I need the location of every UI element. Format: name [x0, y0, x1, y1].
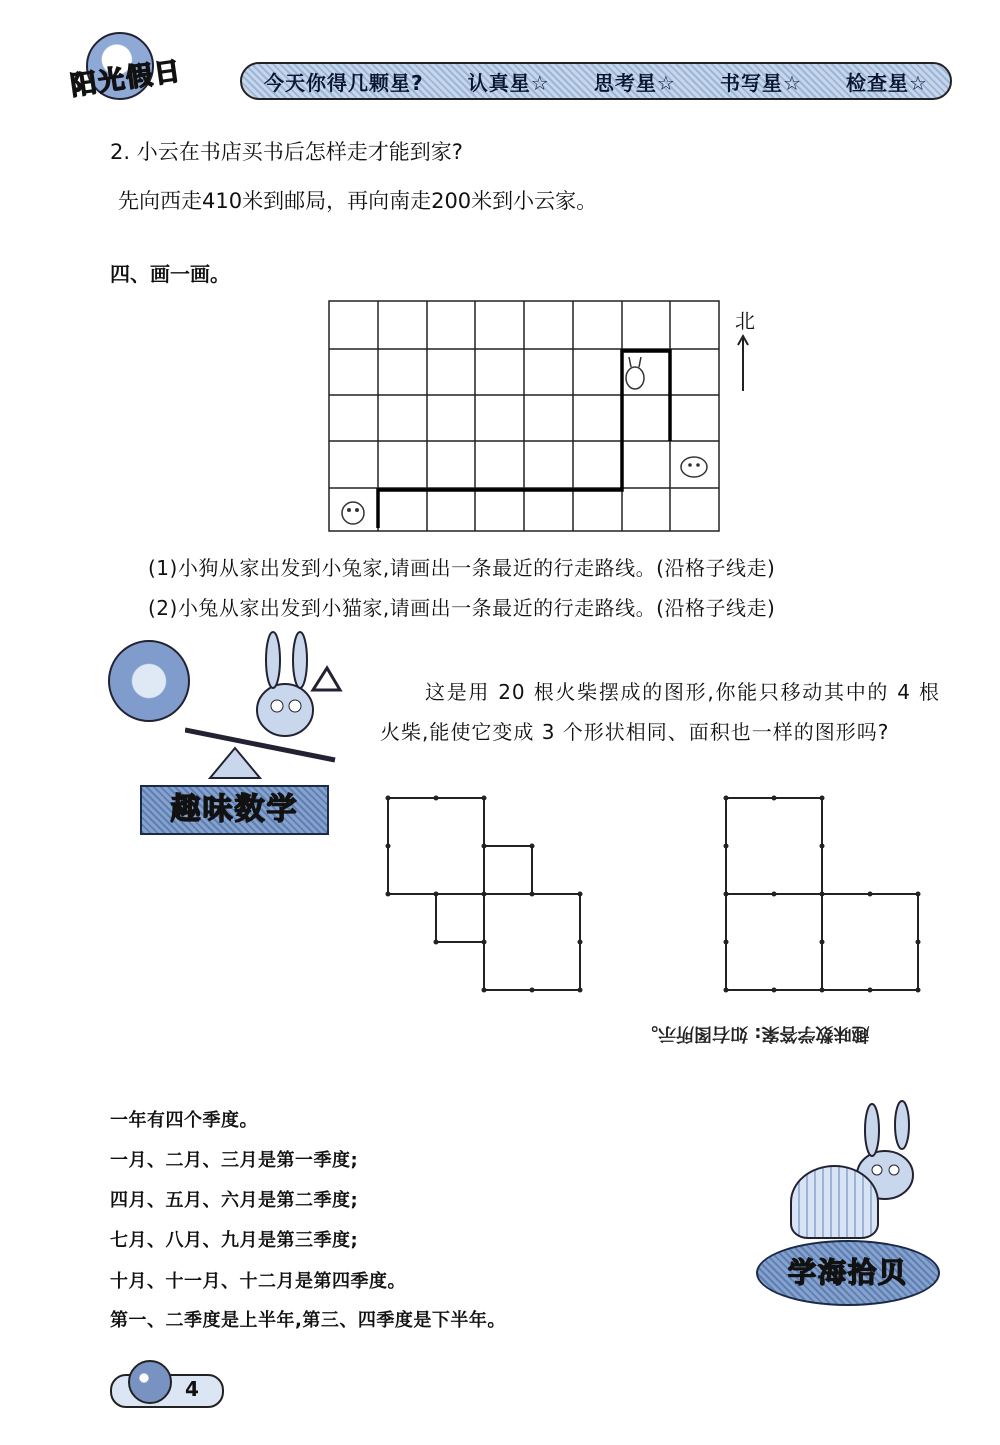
- route-grid: [328, 300, 728, 540]
- banner-star-writing: 书写星☆: [719, 70, 802, 95]
- grid-lines: [329, 301, 719, 531]
- task-dog-to-rabbit: (1)小狗从家出发到小兔家,请画出一条最近的行走路线。(沿格子线走): [148, 556, 776, 580]
- logo-title: 阳光假日: [68, 56, 184, 102]
- frog-icon: [128, 1360, 172, 1404]
- fact-line: 四月、五月、六月是第二季度;: [110, 1190, 359, 1211]
- rabbit-seesaw-icon: [185, 630, 345, 780]
- answer-2: 先向西走410米到邮局，再向南走200米到小云家。: [118, 189, 598, 213]
- fact-line: 十月、十一月、十二月是第四季度。: [110, 1271, 406, 1292]
- fun-math-badge-label: 趣味数学: [170, 792, 299, 827]
- shell-icon: [790, 1165, 879, 1239]
- sea-shells-badge-label: 学海拾贝: [787, 1256, 908, 1289]
- matchstick-figure-answer: [718, 790, 928, 1000]
- banner-star-thinking: 思考星☆: [593, 70, 676, 95]
- north-arrow-icon: [736, 333, 750, 393]
- sun-mascot-icon: [108, 640, 190, 722]
- fact-line: 七月、八月、九月是第三季度;: [110, 1230, 359, 1251]
- fun-math-answer-note: 趣味数学答案: 如右图所示。: [640, 1023, 870, 1044]
- fact-line: 一月、二月、三月是第一季度;: [110, 1150, 359, 1171]
- fun-math-question: 这是用 20 根火柴摆成的图形,你能只移动其中的 4 根火柴,能使它变成 3 个形状相同、面积也一样的图形吗?: [380, 680, 940, 744]
- question-2: 2. 小云在书店买书后怎样走才能到家?: [110, 140, 463, 164]
- fact-line: 第一、二季度是上半年,第三、四季度是下半年。: [110, 1310, 506, 1331]
- fact-line: 一年有四个季度。: [110, 1110, 258, 1131]
- matchstick-figure-original: [380, 790, 590, 1000]
- section-4-title: 四、画一画。: [110, 262, 230, 286]
- banner-star-careful: 认真星☆: [467, 70, 550, 95]
- header-banner: [240, 62, 952, 100]
- north-label: 北: [735, 309, 755, 333]
- rabbit-house-icon: [626, 357, 644, 389]
- fun-math-badge: [140, 785, 329, 835]
- banner-star-checking: 检查星☆: [846, 70, 928, 95]
- banner-stars-question: 今天你得几颗星?: [264, 70, 424, 95]
- dog-house-icon: [342, 502, 364, 524]
- sea-shells-badge: [756, 1240, 940, 1306]
- cat-house-icon: [681, 457, 707, 477]
- page-number: 4: [185, 1377, 199, 1401]
- task-rabbit-to-cat: (2)小兔从家出发到小猫家,请画出一条最近的行走路线。(沿格子线走): [148, 596, 776, 620]
